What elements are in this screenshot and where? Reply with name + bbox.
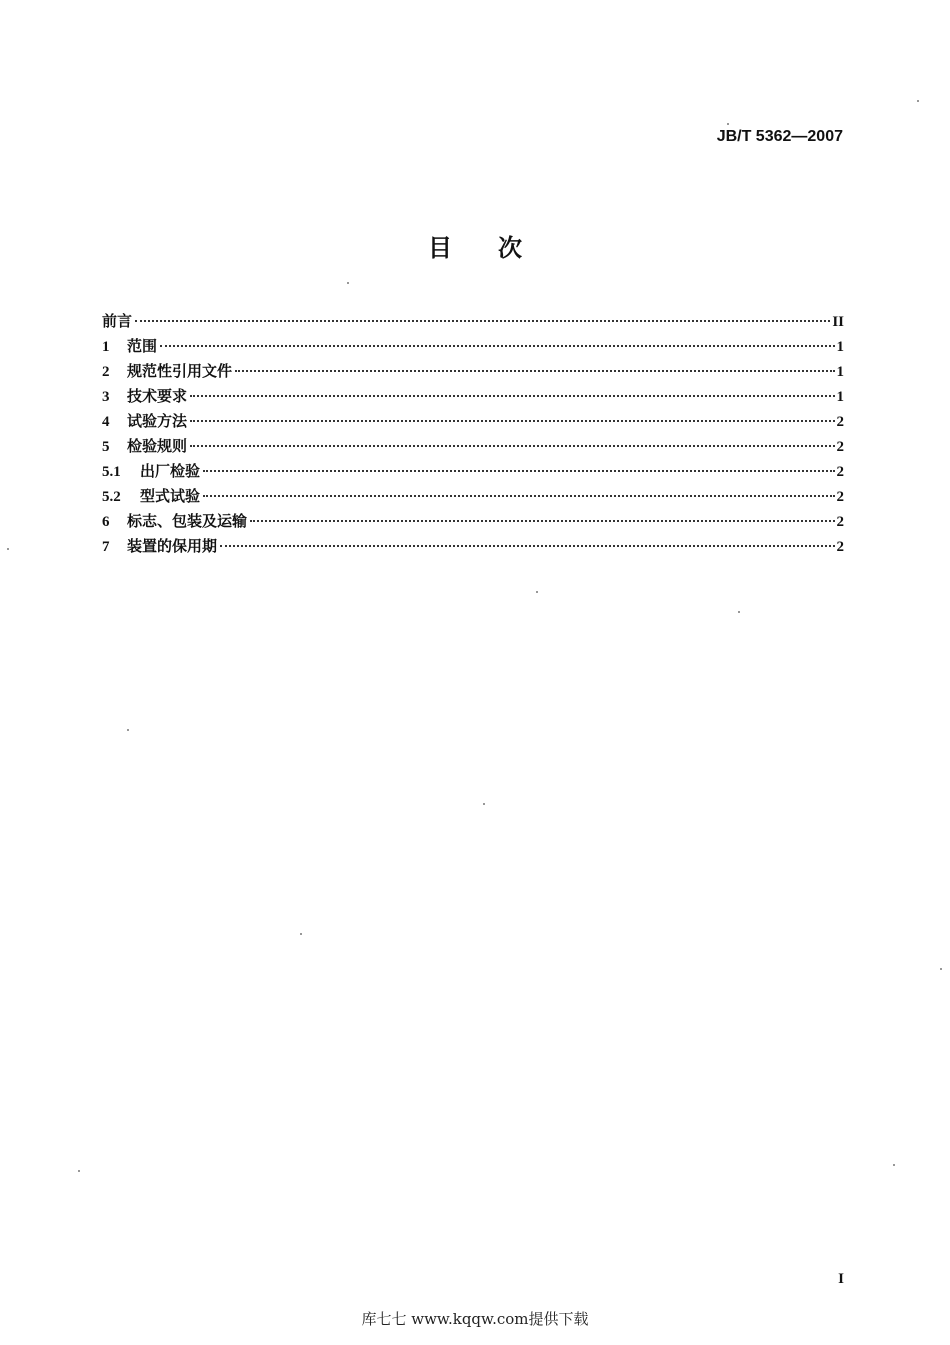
- scan-speck: [893, 1164, 895, 1166]
- toc-entry-page: 2: [836, 514, 844, 530]
- toc-leader-dots: [135, 320, 830, 322]
- toc-entry-page: 2: [836, 439, 844, 455]
- scan-speck: [7, 548, 9, 550]
- toc-entry-page: 1: [836, 364, 844, 380]
- toc-entry-number: 5.1: [102, 464, 121, 480]
- toc-entry-title: 型式试验: [140, 487, 201, 505]
- toc-entry-title: 装置的保用期: [127, 537, 218, 555]
- toc-entry[interactable]: [102, 434, 844, 459]
- scan-speck: [127, 729, 129, 731]
- toc-leader-dots: [203, 495, 834, 497]
- toc-entry[interactable]: [102, 484, 844, 509]
- toc-entry-page: 1: [836, 389, 844, 405]
- scan-speck: [347, 282, 349, 284]
- page-number: I: [838, 1271, 844, 1287]
- toc-entry-page: 2: [836, 489, 844, 505]
- toc-entry-title: 检验规则: [127, 437, 188, 455]
- toc-leader-dots: [220, 545, 834, 547]
- scan-speck: [536, 591, 538, 593]
- toc-entry-number: 1: [102, 339, 110, 355]
- toc-entry[interactable]: [102, 409, 844, 434]
- scan-speck: [917, 100, 919, 102]
- toc-entry[interactable]: [102, 459, 844, 484]
- toc-entry-page: 1: [836, 339, 844, 355]
- toc-leader-dots: [160, 345, 834, 347]
- toc-entry-number: 3: [102, 389, 110, 405]
- toc-entry-number: 5: [102, 439, 110, 455]
- toc-entry[interactable]: [102, 309, 844, 334]
- toc-entry[interactable]: [102, 384, 844, 409]
- toc-entry-page: 2: [836, 464, 844, 480]
- footer-watermark: 库七七 www.kqqw.com提供下载: [361, 1310, 589, 1328]
- toc-entry[interactable]: [102, 534, 844, 559]
- scan-speck: [727, 123, 729, 125]
- scan-speck: [738, 611, 740, 613]
- toc-leader-dots: [235, 370, 834, 372]
- toc-entry-number: 6: [102, 514, 110, 530]
- page-title: 目次: [428, 234, 568, 262]
- toc-entry-page: 2: [836, 414, 844, 430]
- toc-leader-dots: [203, 470, 834, 472]
- toc-leader-dots: [190, 445, 834, 447]
- scan-speck: [78, 1170, 80, 1172]
- toc-entry-number: 7: [102, 539, 110, 555]
- toc-entry[interactable]: [102, 359, 844, 384]
- toc-entry-number: 5.2: [102, 489, 121, 505]
- toc-entry-page: 2: [836, 539, 844, 555]
- toc-entry-title: 技术要求: [127, 387, 188, 405]
- toc-entry[interactable]: [102, 334, 844, 359]
- toc-leader-dots: [250, 520, 834, 522]
- toc-entry-title: 试验方法: [127, 412, 188, 430]
- toc-leader-dots: [190, 420, 834, 422]
- toc-entry-title: 标志、包装及运输: [127, 512, 248, 530]
- toc-entry-number: 4: [102, 414, 110, 430]
- scan-speck: [483, 803, 485, 805]
- toc-entry-title: 出厂检验: [140, 462, 201, 480]
- toc-entry[interactable]: [102, 509, 844, 534]
- toc-entry-number: 2: [102, 364, 110, 380]
- toc-entry-title: 范围: [127, 337, 158, 355]
- table-of-contents: [102, 309, 844, 559]
- toc-leader-dots: [190, 395, 834, 397]
- standard-code: JB/T 5362—2007: [716, 128, 843, 145]
- toc-entry-page: II: [832, 314, 844, 330]
- toc-entry-title: 规范性引用文件: [127, 362, 233, 380]
- toc-entry-title: 前言: [102, 312, 133, 330]
- scan-speck: [300, 933, 302, 935]
- scan-speck: [940, 968, 942, 970]
